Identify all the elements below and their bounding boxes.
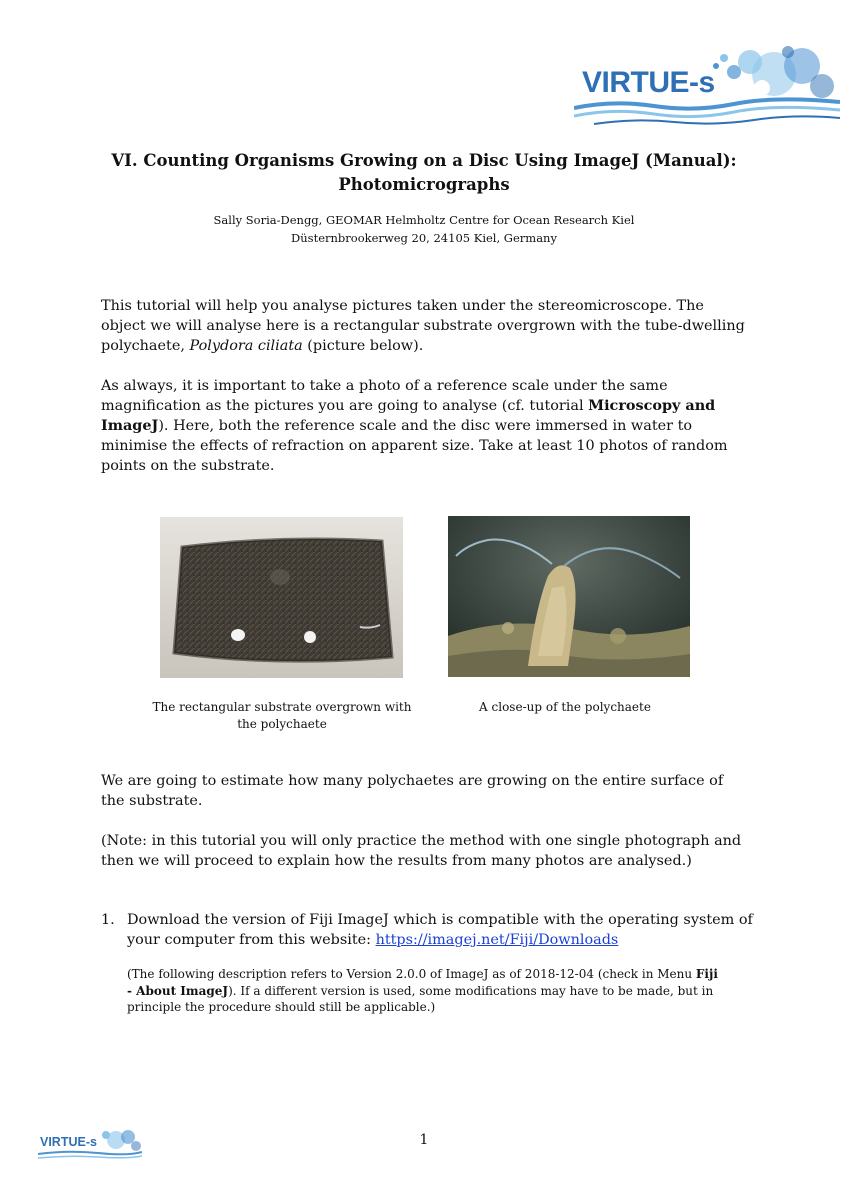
species-name: Polydora ciliata [189,338,303,354]
page-number: 1 [419,1132,429,1148]
step-number: 1. [101,912,115,928]
title-line-2: Photomicrographs [338,175,510,194]
estimate-paragraph: We are going to estimate how many polychaetes are growing on the entire surface of the substrate. [101,773,724,809]
substrate-photo [160,517,403,678]
scale-text-end: ). Here, both the reference scale and the disc were immersed in water to minimise the effects of refraction on apparent size. Take at least 10 photos of random points on the substrate. [101,418,728,474]
author-block [60,211,788,247]
logo-text: VIRTUE-s [582,66,715,99]
tutorial-reference: Microscopy and ImageJ [101,397,716,434]
intro-paragraph [101,296,751,356]
note-paragraph: (Note: in this tutorial you will only practice the method with one single photograph and then we will proceed to explain how the results from many photos are analysed.) [101,833,742,869]
footer-logo-text: VIRTUE-s [40,1135,97,1149]
menu-reference: Fiji - About ImageJ [127,967,718,998]
step-1-instruction: Download the version of Fiji ImageJ which is compatible with the operating system of your computer from this website: [127,912,753,948]
reference-scale-paragraph [101,376,751,476]
step-1-text [127,910,757,950]
version-note [127,966,727,1016]
scale-text: As always, it is important to take a photo of a reference scale under the same magnification as the pictures you are going to analyse (cf. tutorial [101,378,668,414]
virtue-s-logo [574,44,840,130]
footer-logo [38,1128,142,1164]
version-note-text: (The following description refers to Version 2.0.0 of ImageJ as of 2018-12-04 (check in Menu [127,967,696,981]
fiji-download-link[interactable]: https://imagej.net/Fiji/Downloads [375,932,619,948]
intro-text-end: (picture below). [302,338,424,354]
polychaete-closeup-photo [448,516,690,677]
substrate-photo-image [160,517,403,678]
substrate-caption: The rectangular substrate overgrown with the polychaete [152,700,412,731]
closeup-photo-image [448,516,690,677]
intro-text: This tutorial will help you analyse pictures taken under the stereomicroscope. The object we will analyse here is a rectangular substrate overgrown with the tube-dwelling polychaete, [101,298,745,354]
author-line-1: Sally Soria-Dengg, GEOMAR Helmholtz Centre for Ocean Research Kiel [213,213,635,227]
closeup-caption: A close-up of the polychaete [479,700,651,714]
author-line-2: Düsternbrookerweg 20, 24105 Kiel, Germany [291,231,557,245]
title-line-1: VI. Counting Organisms Growing on a Disc Using ImageJ (Manual): [111,151,737,170]
version-note-text-end: ). If a different version is used, some modifications may have to be made, but in principle the procedure should still be applicable.) [127,983,714,1014]
page-title [60,149,788,197]
